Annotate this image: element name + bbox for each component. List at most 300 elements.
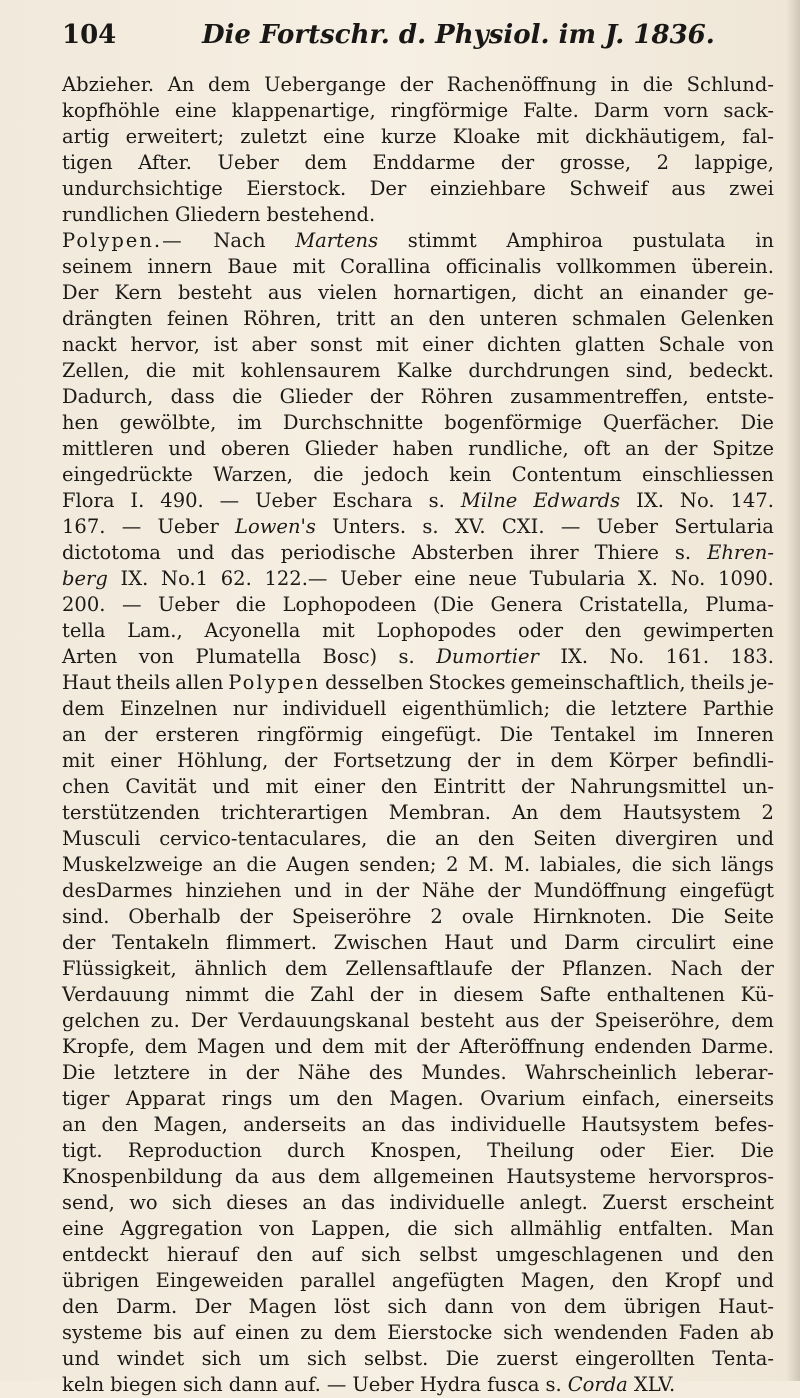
word: den [101, 1113, 139, 1136]
word: Parthie [702, 697, 774, 720]
word: den [584, 619, 622, 642]
word: — [219, 489, 240, 512]
word: um [258, 1347, 290, 1370]
word: der [104, 723, 138, 746]
word: sich [183, 1373, 223, 1396]
word: das [230, 541, 265, 564]
word: Ueber [217, 151, 279, 174]
text-line [62, 748, 774, 774]
word: die [246, 853, 277, 876]
word: einer [313, 775, 366, 798]
text-line [62, 852, 774, 878]
word: der [239, 905, 273, 928]
word: kein [449, 463, 492, 486]
text-line [62, 202, 774, 228]
word: dem [563, 1295, 607, 1318]
word: artig [62, 125, 110, 148]
word: die [235, 593, 267, 616]
word: Die [445, 1347, 480, 1370]
word: der [510, 957, 545, 980]
word: s. [422, 515, 439, 538]
word: Hydra [419, 1373, 482, 1396]
word: entfalten. [618, 1217, 714, 1240]
word: dem [333, 1321, 377, 1344]
word: An [511, 801, 539, 824]
word: eigenthümlich; [401, 697, 551, 720]
text-line [62, 124, 774, 150]
word: 2 [656, 151, 670, 174]
text-line [62, 150, 774, 176]
word: Hautsystem [581, 1113, 700, 1136]
word: klappenartige, [231, 99, 376, 122]
word: sich [387, 1295, 428, 1318]
word: in [344, 879, 364, 902]
word: den [380, 775, 418, 798]
text-line [62, 1372, 774, 1398]
word: dicht [533, 281, 584, 304]
word: Knospen, [370, 1139, 462, 1162]
word: die [565, 697, 596, 720]
word: mit [322, 619, 355, 642]
word: ringförmig [256, 723, 364, 746]
word: Pluma- [705, 593, 774, 616]
text-line [62, 800, 774, 826]
word: Querfächer. [602, 411, 720, 434]
word: von [738, 333, 774, 356]
word: Magen, [153, 1113, 228, 1136]
word: der [62, 931, 96, 954]
word: dem [731, 1009, 774, 1032]
word: Röhren, [243, 307, 322, 330]
word: fusca [487, 1373, 540, 1396]
word: den [477, 827, 515, 850]
word: theils [690, 671, 745, 694]
word: No. [670, 567, 706, 590]
text-line [62, 1164, 774, 1190]
word: zu [300, 1321, 324, 1344]
word: eingedrückte [62, 463, 193, 486]
word: Ovarium [480, 1087, 566, 1110]
text-line [62, 384, 774, 410]
word: Afteröffnung [459, 1035, 585, 1058]
word: bedeckt. [689, 359, 774, 382]
word: besteht [178, 281, 252, 304]
word: sich [503, 1321, 543, 1344]
word: Absterben [411, 541, 514, 564]
word: durchdrungen [468, 359, 610, 382]
text-line [62, 1346, 774, 1372]
word: Magen [248, 1295, 317, 1318]
word: Durchschnitte [282, 411, 424, 434]
word: eine [322, 125, 365, 148]
word: Bosc) [322, 645, 378, 668]
word: 161. [665, 645, 710, 668]
word: Ehren- [707, 541, 774, 564]
word: und [681, 1243, 719, 1266]
word: mit [375, 333, 409, 356]
word: Sertularia [674, 515, 774, 538]
word: dem [550, 749, 594, 772]
text-line [62, 670, 774, 696]
word: den [336, 1087, 373, 1110]
word: s. [674, 541, 692, 564]
word: trichterartigen [220, 801, 368, 824]
word: 62. [220, 567, 252, 590]
page-edge-shadow [786, 0, 800, 1381]
word: Oberhalb [128, 905, 221, 928]
word: der [521, 775, 555, 798]
word: CXI. [501, 515, 545, 538]
word: Verdauungskanal [238, 1009, 410, 1032]
word: Faden [678, 1321, 739, 1344]
word: an [62, 1113, 87, 1136]
text-line [62, 592, 774, 618]
word: eine [174, 99, 217, 122]
word: I. [130, 489, 145, 512]
word: gelchen [62, 1009, 140, 1032]
word: individuelle [389, 1191, 505, 1214]
word: IX. [636, 489, 664, 512]
word: der [467, 749, 501, 772]
word: zuerst [496, 1347, 558, 1370]
word: Hautsysteme [506, 1165, 636, 1188]
word: X. [637, 567, 658, 590]
word: periodische [280, 541, 396, 564]
word: Rachenöffnung [446, 73, 597, 96]
word: längs [721, 853, 774, 876]
text-line [62, 1268, 774, 1294]
word: Kloake [452, 125, 521, 148]
word: Zuerst [602, 1191, 668, 1214]
word: theils [115, 671, 171, 694]
word: 200. [62, 593, 106, 616]
text-line [62, 878, 774, 904]
word: nur [232, 697, 268, 720]
word: Pflanzen. [561, 957, 653, 980]
word: in [208, 1061, 228, 1084]
text-line [62, 72, 774, 98]
word: dem [321, 1035, 365, 1058]
word: Nach [213, 229, 266, 252]
word: undurchsichtige [62, 177, 223, 200]
word: an [212, 853, 237, 876]
text-line [62, 618, 774, 644]
text-line [62, 566, 774, 592]
word: 490. [160, 489, 204, 512]
word: eingerollten [575, 1347, 695, 1370]
word: die [631, 853, 662, 876]
word: circulirt [635, 931, 716, 954]
word: aus [671, 177, 706, 200]
word: Uebergange [264, 73, 387, 96]
word: endenden [594, 1035, 692, 1058]
word: desDarmes [62, 879, 173, 902]
word: lappige, [694, 151, 774, 174]
word: löst [334, 1295, 370, 1318]
word: eingefügt [679, 879, 774, 902]
word: labiales, [539, 853, 623, 876]
word: erscheint [681, 1191, 774, 1214]
word: Unters. [332, 515, 407, 538]
word: der [740, 957, 774, 980]
word: dem [207, 73, 251, 96]
word: sich [671, 853, 712, 876]
word: aber [251, 333, 297, 356]
word: dann [228, 1373, 278, 1396]
word: letztere [611, 697, 688, 720]
word: einfach, [581, 1087, 661, 1110]
word: dem [62, 697, 105, 720]
word: und [736, 827, 774, 850]
word: den [428, 307, 466, 330]
word: sich [201, 1347, 242, 1370]
word: in [418, 983, 438, 1006]
word: zu. [150, 1009, 180, 1032]
word: Kropf [664, 1269, 720, 1292]
word: vorn [663, 99, 709, 122]
word: selbst. [363, 1347, 429, 1370]
word: dem [285, 957, 328, 980]
word: ähnlich [194, 957, 268, 980]
word: allen [175, 671, 224, 694]
word: eine [62, 1217, 104, 1240]
word: auf [311, 1243, 343, 1266]
running-title: Die Fortschr. d. Physiol. im J. 1836. [202, 20, 715, 50]
word: hervorspros- [648, 1165, 774, 1188]
word: Flora [62, 489, 115, 512]
word: und [509, 931, 548, 954]
word: erweitert; [125, 125, 225, 148]
word: Röhren [420, 385, 493, 408]
word: einen [235, 1321, 290, 1344]
word: des [368, 1061, 403, 1084]
word: übrigen [623, 1295, 701, 1318]
word: Schlund- [686, 73, 774, 96]
word: dieses [226, 1191, 289, 1214]
word: Wahrscheinlich [525, 1061, 677, 1084]
word: Lophopodeen [282, 593, 417, 616]
word: Fortsetzung [332, 749, 452, 772]
word: Seiten [533, 827, 597, 850]
word: ringförmige [390, 99, 509, 122]
word: parallel [300, 1269, 376, 1292]
word: da [234, 1165, 260, 1188]
text-line [62, 410, 774, 436]
word: Martens [295, 229, 379, 252]
word: dictotoma [62, 541, 161, 564]
word: Amphiroa [506, 229, 603, 252]
word: anlegt. [519, 1191, 588, 1214]
word: Nähe [297, 1061, 351, 1084]
word: der [487, 879, 521, 902]
text-line [62, 1138, 774, 1164]
word: No.1 [161, 567, 209, 590]
word: hornartigen, [393, 281, 518, 304]
word: glatten [574, 333, 645, 356]
text-line [62, 1008, 774, 1034]
word: den [737, 1243, 774, 1266]
word: Theilung [487, 1139, 575, 1162]
word: Kalke [396, 359, 453, 382]
word: rundlichen [62, 203, 169, 226]
word: — [326, 1373, 347, 1396]
word: Flüssigkeit, [62, 957, 177, 980]
word: Speiseröhre [291, 905, 412, 928]
word: dichten [487, 333, 562, 356]
word: an [625, 437, 650, 460]
word: divergiren [614, 827, 718, 850]
word: besteht [420, 1009, 495, 1032]
word: jedoch [363, 463, 430, 486]
word: und [62, 1347, 100, 1370]
word: und [176, 541, 215, 564]
text-line [62, 436, 774, 462]
word: Zellensaftlaufe [345, 957, 493, 980]
word: der [245, 1061, 280, 1084]
word: Eschara [332, 489, 413, 512]
text-line [62, 1294, 774, 1320]
word: dem [559, 801, 602, 824]
word: allmählig [510, 1217, 602, 1240]
word: und [274, 1035, 313, 1058]
text-line [62, 332, 774, 358]
word: Magen [196, 1035, 266, 1058]
text-line [62, 982, 774, 1008]
word: Ueber [157, 593, 220, 616]
word: IX. [560, 645, 589, 668]
word: Schale [658, 333, 725, 356]
word: sich [306, 1347, 347, 1370]
word: grosse, [559, 151, 632, 174]
text-line [62, 1242, 774, 1268]
word: die [313, 463, 344, 486]
word: seinem [62, 255, 133, 278]
word: die [145, 359, 177, 382]
word: selbst [419, 1243, 478, 1266]
word: umgeschlagenen [495, 1243, 663, 1266]
word: vollkommen [556, 255, 677, 278]
word: Tentakeln [111, 931, 210, 954]
word: mit [192, 359, 225, 382]
text-line [62, 514, 774, 540]
word: hen [62, 411, 99, 434]
word: hinziehen [185, 879, 282, 902]
word: zwei [729, 177, 774, 200]
word: individuell [282, 697, 387, 720]
word: Die [671, 905, 705, 928]
word: Stockes [428, 671, 506, 694]
word: mit [536, 125, 569, 148]
word: — [121, 593, 142, 616]
word: dem [318, 1165, 361, 1188]
word: Arten [62, 645, 118, 668]
word: Speiseröhre, [594, 1009, 721, 1032]
word: Lophopodes [376, 619, 497, 642]
word: ist [213, 333, 238, 356]
word: Ueber [157, 515, 219, 538]
word: übrigen [62, 1269, 140, 1292]
word: s. [398, 645, 415, 668]
word: tigt. [62, 1139, 103, 1162]
word: an [302, 1191, 327, 1214]
word: Lowen's [235, 515, 316, 538]
word: sack- [723, 99, 774, 122]
word: an [361, 1113, 386, 1136]
word: s. [428, 489, 445, 512]
word: Safte [539, 983, 591, 1006]
word: oder [517, 619, 564, 642]
word: 122.— [264, 567, 328, 590]
word: oder [599, 1139, 645, 1162]
text-line [62, 1060, 774, 1086]
word: Falte. [523, 99, 579, 122]
text-line [62, 774, 774, 800]
word: das [341, 1191, 376, 1214]
word: Körper [608, 749, 678, 772]
page-number: 104 [62, 20, 117, 50]
word: letztere [113, 1061, 191, 1084]
word: enthaltenen [606, 983, 725, 1006]
word: eine [414, 567, 456, 590]
word: dann [444, 1295, 494, 1318]
word: anderseits [243, 1113, 347, 1136]
word: Tubularia [529, 567, 626, 590]
word: Plumatella [195, 645, 302, 668]
word: fal- [742, 125, 774, 148]
word: wendenden [553, 1321, 668, 1344]
word: Nach [670, 957, 723, 980]
word: biegen [110, 1373, 177, 1396]
word: Kern [114, 281, 162, 304]
word: vielen [318, 281, 378, 304]
word: Tenta- [712, 1347, 774, 1370]
text-line [62, 696, 774, 722]
word: der [550, 1009, 584, 1032]
word: Der [369, 177, 407, 200]
word: an [62, 723, 87, 746]
word: die [232, 385, 263, 408]
word: auf. [283, 1373, 321, 1396]
word: mit [374, 1035, 407, 1058]
word: der [375, 879, 410, 902]
word: unteren [479, 307, 558, 330]
word: XLV. [633, 1373, 676, 1396]
word: XV. [454, 515, 486, 538]
word: Polypen.— [62, 229, 184, 252]
word: 147. [730, 489, 774, 512]
word: Eierstocke [387, 1321, 493, 1344]
word: den [62, 1295, 99, 1318]
word: ge- [743, 281, 774, 304]
word: mit [265, 775, 299, 798]
word: und [212, 775, 250, 798]
word: einziehbare [429, 177, 546, 200]
text-line [62, 1086, 774, 1112]
word: hierauf [166, 1243, 238, 1266]
word: neue [468, 567, 517, 590]
word: in [516, 749, 536, 772]
word: zuletzt [240, 125, 307, 148]
word: nackt [62, 333, 117, 356]
word: Hirnknoten. [532, 905, 653, 928]
word: Corallina [340, 255, 431, 278]
word: Schweif [569, 177, 648, 200]
text-line [62, 644, 774, 670]
word: (Die [432, 593, 474, 616]
word: desselben [325, 671, 424, 694]
text-line [62, 1112, 774, 1138]
word: — [121, 515, 142, 538]
